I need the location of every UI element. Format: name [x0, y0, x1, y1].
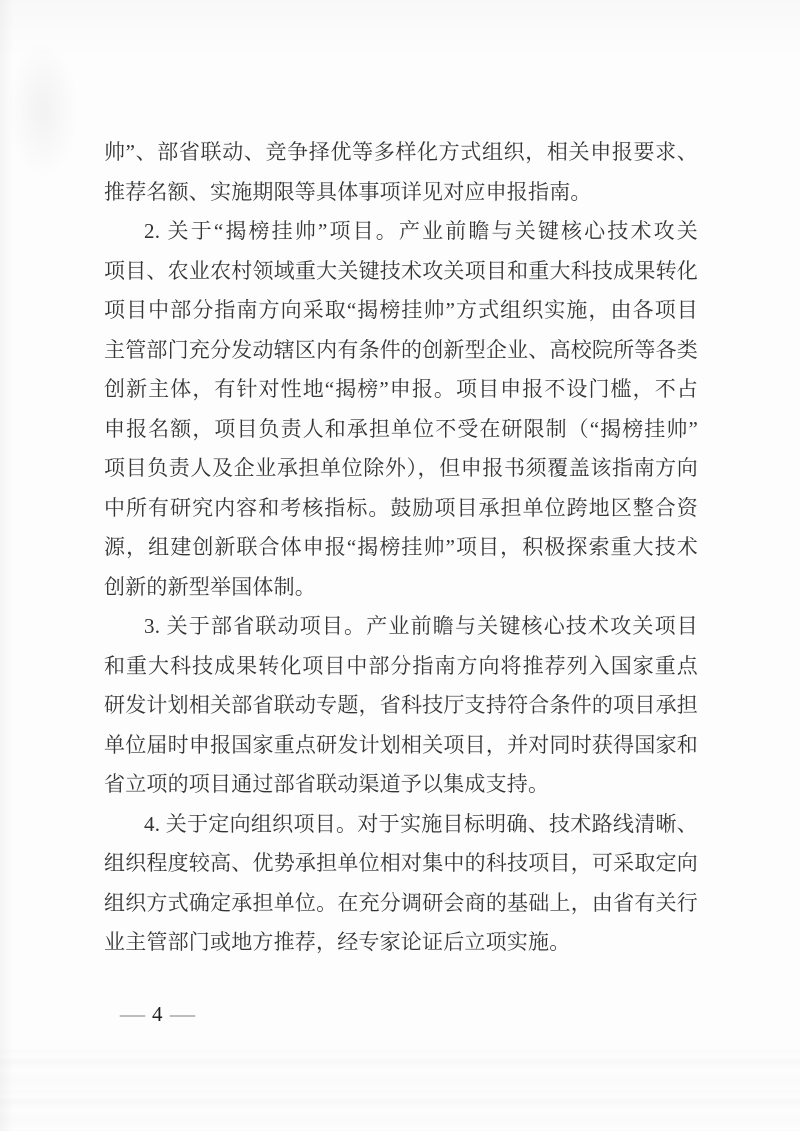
- text-line: 推荐名额、实施期限等具体事项详见对应申报指南。: [104, 179, 592, 204]
- page-number-dash-left: —: [119, 1001, 146, 1026]
- text-line: 省立项的项目通过部省联动渠道予以集成支持。: [104, 772, 550, 796]
- scan-artifact-left-edge: [0, 0, 14, 1131]
- text-line: 组织方式确定承担单位。在充分调研会商的基础上，由省有关行: [104, 890, 698, 915]
- page-number-dash-right: —: [169, 1001, 195, 1026]
- text-line: 项目、农业农村领域重大关键技术攻关项目和重大科技成果转化: [104, 258, 698, 283]
- text-line: 4. 关于定向组织项目。对于实施目标明确、技术路线清晰、: [144, 811, 698, 836]
- text-line: 帅”、部省联动、竞争择优等多样化方式组织，相关申报要求、: [104, 140, 698, 164]
- body-text: [104, 133, 698, 963]
- text-line: 业主管部门或地方推荐，经专家论证后立项实施。: [104, 930, 571, 954]
- text-line: 申报名额，项目负责人和承担单位不受在研限制（“揭榜挂帅”: [104, 416, 698, 441]
- text-line: 2. 关于“揭榜挂帅”项目。产业前瞻与关键核心技术攻关: [144, 219, 698, 243]
- scan-artifact-top: [0, 0, 800, 60]
- text-line: 和重大科技成果转化项目中部分指南方向将推荐列入国家重点: [104, 653, 698, 678]
- page-number: [119, 1000, 195, 1028]
- text-line: 单位届时申报国家重点研发计划相关项目，并对同时获得国家和: [104, 732, 698, 757]
- text-line: 组织程度较高、优势承担单位相对集中的科技项目，可采取定向: [104, 851, 698, 875]
- text-line: 中所有研究内容和考核指标。鼓励项目承担单位跨地区整合资: [104, 495, 698, 520]
- page-number-value: 4: [152, 1001, 163, 1026]
- text-line: 项目中部分指南方向采取“揭榜挂帅”方式组织实施，由各项目: [104, 298, 698, 322]
- text-line: 3. 关于部省联动项目。产业前瞻与关键核心技术攻关项目: [144, 614, 698, 638]
- text-line: 创新的新型举国体制。: [104, 574, 316, 599]
- text-line: 主管部门充分发动辖区内有条件的创新型企业、高校院所等各类: [104, 337, 698, 362]
- text-line: 源，组建创新联合体申报“揭榜挂帅”项目，积极探索重大技术: [104, 535, 698, 559]
- scan-artifact-smudge: [8, 40, 78, 180]
- text-line: 项目负责人及企业承担单位除外），但申报书须覆盖该指南方向: [104, 456, 698, 480]
- text-line: 研发计划相关部省联动专题，省科技厅支持符合条件的项目承担: [104, 693, 698, 717]
- scan-artifact-bottom: [0, 1050, 800, 1131]
- text-line: 创新主体，有针对性地“揭榜”申报。项目申报不设门槛，不占: [104, 377, 698, 401]
